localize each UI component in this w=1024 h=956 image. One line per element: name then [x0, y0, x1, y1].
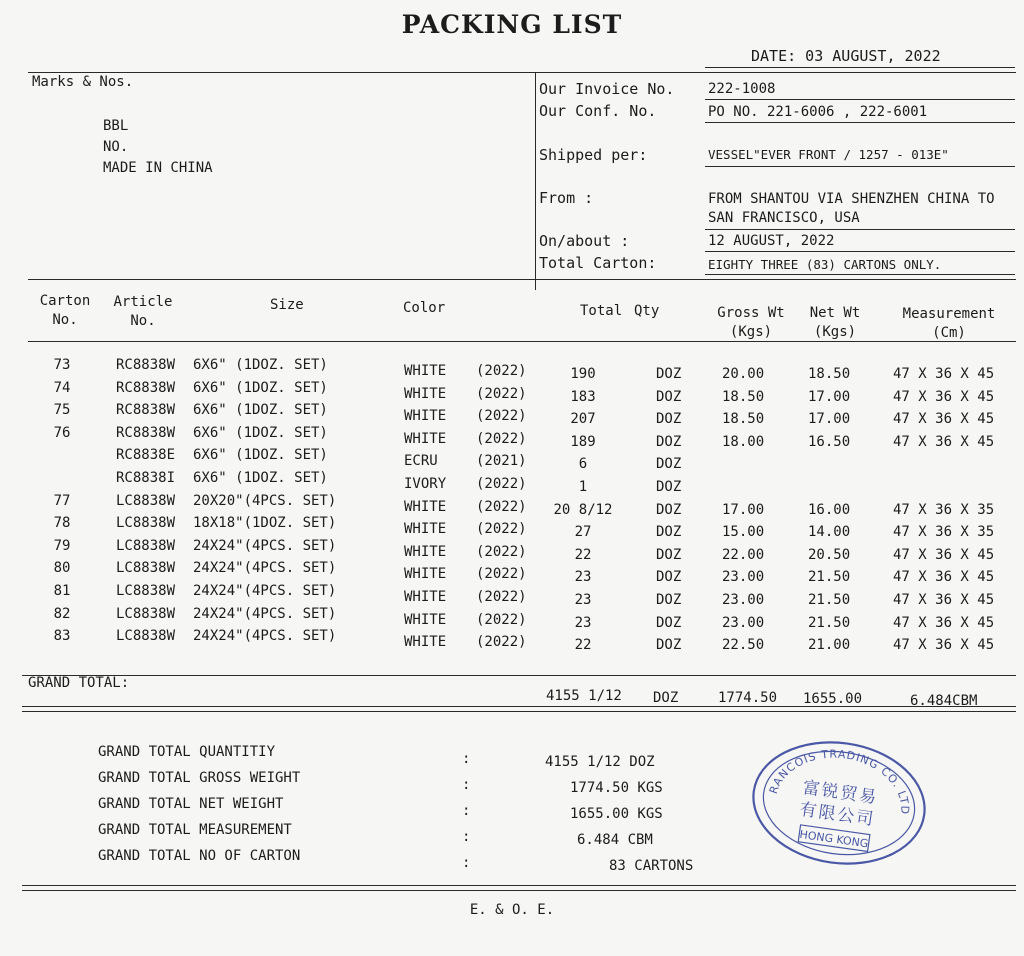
svg-text:有限公司: 有限公司 — [798, 799, 877, 831]
cell-size: 24X24"(4PCS. SET) — [193, 605, 337, 622]
summary-colon: : — [462, 855, 471, 871]
cell-unit: DOZ — [656, 546, 682, 563]
summary-colon: : — [462, 803, 471, 819]
cell-gross: 20.00 — [722, 366, 765, 382]
cell-color: WHITE — [404, 589, 447, 605]
onabout-underline — [705, 251, 1015, 252]
cell-carton: 77 — [53, 492, 71, 509]
cell-unit: DOZ — [656, 614, 682, 631]
cell-gross: 22.50 — [722, 637, 765, 654]
cell-color: WHITE — [404, 543, 447, 560]
col-header-article-line1: Article — [113, 294, 173, 310]
cell-carton: 82 — [53, 605, 71, 622]
col-header-size: Size — [270, 297, 304, 313]
cell-article: LC8838W — [116, 583, 176, 599]
cell-unit: DOZ — [656, 433, 682, 450]
cell-year: (2022) — [476, 408, 527, 425]
cell-carton: 76 — [53, 424, 71, 441]
shipped-label: Shipped per: — [539, 146, 648, 164]
from-label: From : — [539, 189, 594, 207]
cell-year: (2022) — [476, 385, 527, 402]
cell-carton: 83 — [53, 628, 71, 645]
svg-text:富锐贸易: 富锐贸易 — [801, 777, 880, 809]
cell-year: (2022) — [476, 543, 527, 560]
grand-total-gross: 1774.50 — [718, 690, 778, 706]
cell-year: (2022) — [476, 430, 527, 447]
cell-article: RC8838W — [116, 402, 176, 419]
summary-colon: : — [462, 829, 471, 845]
cell-gross: 22.00 — [722, 546, 765, 563]
cell-article: RC8838E — [116, 447, 176, 464]
cell-color: WHITE — [404, 430, 447, 447]
marks-label: Marks & Nos. — [32, 74, 134, 90]
cell-article: LC8838W — [116, 605, 176, 622]
cell-qty: 6 — [578, 456, 588, 473]
marks-line: MADE IN CHINA — [103, 160, 213, 176]
cell-unit: DOZ — [656, 479, 682, 495]
col-header-net-line2: (Kgs) — [813, 324, 857, 340]
carton-label: Total Carton: — [539, 254, 657, 272]
col-header-gross — [706, 304, 796, 342]
invoice-underline — [705, 99, 1015, 100]
cell-unit: DOZ — [656, 501, 682, 518]
cell-gross: 23.00 — [722, 614, 765, 631]
cell-qty: 23 — [574, 614, 592, 631]
cell-year: (2022) — [476, 521, 527, 538]
cell-qty: 22 — [574, 546, 592, 563]
cell-color: WHITE — [404, 634, 447, 651]
cell-gross: 15.00 — [722, 524, 765, 541]
cell-measurement: 47 X 36 X 45 — [893, 546, 995, 563]
cell-measurement: 47 X 36 X 45 — [893, 637, 995, 654]
summary-value-cartons: 83 CARTONS — [609, 858, 694, 874]
cell-article: LC8838W — [116, 537, 176, 554]
cell-carton: 74 — [53, 379, 71, 396]
cell-gross: 23.00 — [722, 592, 765, 608]
cell-net: 20.50 — [808, 546, 851, 563]
cell-gross: 18.00 — [722, 433, 765, 450]
cell-qty: 23 — [574, 592, 592, 608]
marks-line: BBL — [103, 118, 129, 134]
carton-value: EIGHTY THREE (83) CARTONS ONLY. — [708, 257, 942, 272]
grand-total-measurement: 6.484CBM — [910, 693, 978, 709]
cell-year: (2022) — [476, 611, 527, 628]
cell-unit: DOZ — [656, 569, 682, 586]
cell-color: WHITE — [404, 385, 447, 402]
date-underline — [705, 67, 1015, 68]
cell-size: 24X24"(4PCS. SET) — [193, 537, 337, 554]
col-header-measurement-line1: Measurement — [902, 306, 996, 322]
cell-size: 6X6" (1DOZ. SET) — [193, 357, 328, 373]
cell-net: 16.00 — [808, 501, 851, 518]
from-value-1: FROM SHANTOU VIA SHENZHEN CHINA TO — [708, 191, 995, 207]
shipped-underline — [705, 166, 1015, 167]
summary-colon: : — [462, 777, 471, 793]
conf-underline — [705, 122, 1015, 123]
cell-net: 17.00 — [808, 388, 851, 405]
cell-size: 24X24"(4PCS. SET) — [193, 583, 337, 599]
cell-measurement: 47 X 36 X 45 — [893, 411, 995, 428]
cell-carton: 78 — [53, 515, 71, 532]
grand-total-net: 1655.00 — [803, 691, 863, 707]
cell-qty: 1 — [578, 479, 588, 495]
cell-year: (2021) — [476, 453, 527, 470]
onabout-label: On/about : — [539, 232, 630, 250]
cell-unit: DOZ — [656, 524, 682, 541]
cell-article: LC8838W — [116, 492, 176, 509]
cell-size: 6X6" (1DOZ. SET) — [193, 447, 328, 464]
cell-qty: 27 — [574, 524, 592, 541]
cell-net: 21.50 — [808, 592, 851, 608]
svg-text:FRANCOIS TRADING CO. LTD.: FRANCOIS TRADING CO. LTD. — [766, 747, 912, 816]
col-header-article-line2: No. — [130, 313, 156, 329]
cell-article: LC8838W — [116, 560, 176, 577]
col-header-color: Color — [403, 300, 446, 316]
cell-qty: 23 — [574, 569, 592, 586]
cell-color: IVORY — [404, 476, 447, 492]
cell-net: 14.00 — [808, 524, 851, 541]
date-text: DATE: 03 AUGUST, 2022 — [751, 47, 941, 65]
cell-year: (2022) — [476, 566, 527, 583]
cell-net: 16.50 — [808, 433, 851, 450]
cell-color: WHITE — [404, 363, 447, 379]
summary-value-gross: 1774.50 KGS — [570, 780, 663, 796]
column-header-bottom-rule — [28, 341, 1016, 342]
cell-color: WHITE — [404, 408, 447, 425]
cell-size: 24X24"(4PCS. SET) — [193, 560, 337, 577]
col-header-measurement — [894, 305, 1004, 343]
cell-article: RC8838W — [116, 379, 176, 396]
col-header-article — [106, 293, 180, 331]
col-header-gross-line2: (Kgs) — [729, 324, 773, 340]
cell-year: (2022) — [476, 476, 527, 492]
cell-measurement: 47 X 36 X 45 — [893, 366, 995, 382]
cell-qty: 22 — [574, 637, 592, 654]
col-header-net — [798, 304, 872, 342]
summary-value-net: 1655.00 KGS — [570, 806, 663, 822]
cell-gross: 17.00 — [722, 501, 765, 518]
conf-label: Our Conf. No. — [539, 102, 657, 120]
cell-color: WHITE — [404, 521, 447, 538]
cell-size: 24X24"(4PCS. SET) — [193, 628, 337, 645]
cell-gross: 18.50 — [722, 388, 765, 405]
col-header-measurement-line2: (Cm) — [932, 325, 966, 341]
cell-unit: DOZ — [656, 366, 682, 382]
cell-unit: DOZ — [656, 411, 682, 428]
cell-net: 21.50 — [808, 569, 851, 586]
cell-net: 17.00 — [808, 411, 851, 428]
grand-total-qty: 4155 1/12 — [546, 688, 622, 704]
cell-qty: 183 — [570, 388, 596, 405]
cell-color: ECRU — [404, 453, 438, 470]
summary-label-cartons: GRAND TOTAL NO OF CARTON — [98, 848, 301, 864]
grand-total-unit: DOZ — [653, 690, 679, 706]
cell-unit: DOZ — [656, 388, 682, 405]
cell-size: 6X6" (1DOZ. SET) — [193, 470, 328, 486]
cell-qty: 190 — [570, 366, 596, 382]
footer-double-rule-1 — [22, 885, 1016, 886]
cell-carton: 81 — [53, 583, 71, 599]
cell-size: 20X20"(4PCS. SET) — [193, 492, 337, 509]
cell-color: WHITE — [404, 611, 447, 628]
carton-underline — [705, 274, 1015, 275]
footer-double-rule-2 — [22, 890, 1016, 891]
header-divider — [535, 72, 536, 290]
cell-qty: 20 8/12 — [553, 501, 613, 518]
cell-article: LC8838W — [116, 515, 176, 532]
cell-gross: 18.50 — [722, 411, 765, 428]
cell-net: 21.00 — [808, 637, 851, 654]
col-header-qty: Qty — [634, 303, 660, 319]
cell-gross: 23.00 — [722, 569, 765, 586]
grand-total-label: GRAND TOTAL: — [28, 675, 130, 691]
summary-value-measurement: 6.484 CBM — [577, 832, 653, 848]
company-stamp — [750, 740, 928, 866]
column-header-top-rule — [28, 279, 1016, 280]
cell-qty: 207 — [570, 411, 596, 428]
cell-article: LC8838W — [116, 628, 176, 645]
footer-eoe: E. & O. E. — [469, 902, 555, 918]
cell-measurement: 47 X 36 X 35 — [893, 501, 995, 518]
summary-label-gross: GRAND TOTAL GROSS WEIGHT — [98, 770, 301, 786]
stamp-seal-graphic — [750, 740, 928, 866]
cell-unit: DOZ — [656, 456, 682, 473]
cell-size: 6X6" (1DOZ. SET) — [193, 379, 328, 396]
cell-year: (2022) — [476, 363, 527, 379]
document-title: PACKING LIST — [401, 10, 623, 39]
cell-size: 6X6" (1DOZ. SET) — [193, 402, 328, 419]
col-header-carton-line1: Carton — [39, 293, 91, 309]
cell-unit: DOZ — [656, 637, 682, 654]
cell-carton: 73 — [53, 357, 71, 373]
grand-total-double-rule-1 — [22, 706, 1016, 707]
cell-measurement: 47 X 36 X 45 — [893, 433, 995, 450]
summary-label-quantity: GRAND TOTAL QUANTITIY — [98, 744, 276, 760]
cell-carton: 80 — [53, 560, 71, 577]
cell-year: (2022) — [476, 498, 527, 515]
col-header-carton-line2: No. — [52, 312, 78, 328]
cell-carton: 79 — [53, 537, 71, 554]
summary-label-net: GRAND TOTAL NET WEIGHT — [98, 796, 284, 812]
cell-year: (2022) — [476, 589, 527, 605]
cell-net: 18.50 — [808, 366, 851, 382]
cell-measurement: 47 X 36 X 35 — [893, 524, 995, 541]
summary-value-quantity: 4155 1/12 DOZ — [545, 754, 655, 770]
cell-qty: 189 — [570, 433, 596, 450]
cell-color: WHITE — [404, 566, 447, 583]
cell-size: 6X6" (1DOZ. SET) — [193, 424, 328, 441]
cell-article: RC8838W — [116, 357, 176, 373]
summary-colon: : — [462, 751, 471, 767]
shipped-value: VESSEL"EVER FRONT / 1257 - 013E" — [708, 147, 949, 162]
from-value-2: SAN FRANCISCO, USA — [708, 210, 860, 226]
col-header-net-line1: Net Wt — [809, 305, 861, 321]
svg-text:HONG KONG: HONG KONG — [798, 827, 870, 851]
cell-measurement: 47 X 36 X 45 — [893, 614, 995, 631]
from-underline — [705, 229, 1015, 230]
conf-value: PO NO. 221-6006 , 222-6001 — [708, 104, 928, 120]
grand-total-double-rule-2 — [22, 711, 1016, 712]
col-header-gross-line1: Gross Wt — [717, 305, 785, 321]
cell-carton: 75 — [53, 402, 71, 419]
onabout-value: 12 AUGUST, 2022 — [708, 233, 835, 249]
cell-measurement: 47 X 36 X 45 — [893, 388, 995, 405]
cell-unit: DOZ — [656, 592, 682, 608]
cell-measurement: 47 X 36 X 45 — [893, 569, 995, 586]
cell-year: (2022) — [476, 634, 527, 651]
cell-size: 18X18"(1DOZ. SET) — [193, 515, 337, 532]
col-header-carton — [30, 292, 100, 330]
grand-total-top-rule — [22, 675, 1016, 676]
summary-label-measurement: GRAND TOTAL MEASUREMENT — [98, 822, 292, 838]
col-header-total: Total — [580, 303, 623, 319]
header-top-rule — [28, 72, 1016, 73]
cell-article: RC8838I — [116, 470, 176, 486]
cell-measurement: 47 X 36 X 45 — [893, 592, 995, 608]
invoice-label: Our Invoice No. — [539, 80, 675, 98]
marks-line: NO. — [103, 139, 129, 155]
cell-color: WHITE — [404, 498, 447, 515]
invoice-value: 222-1008 — [708, 81, 776, 97]
cell-net: 21.50 — [808, 614, 851, 631]
cell-article: RC8838W — [116, 424, 176, 441]
